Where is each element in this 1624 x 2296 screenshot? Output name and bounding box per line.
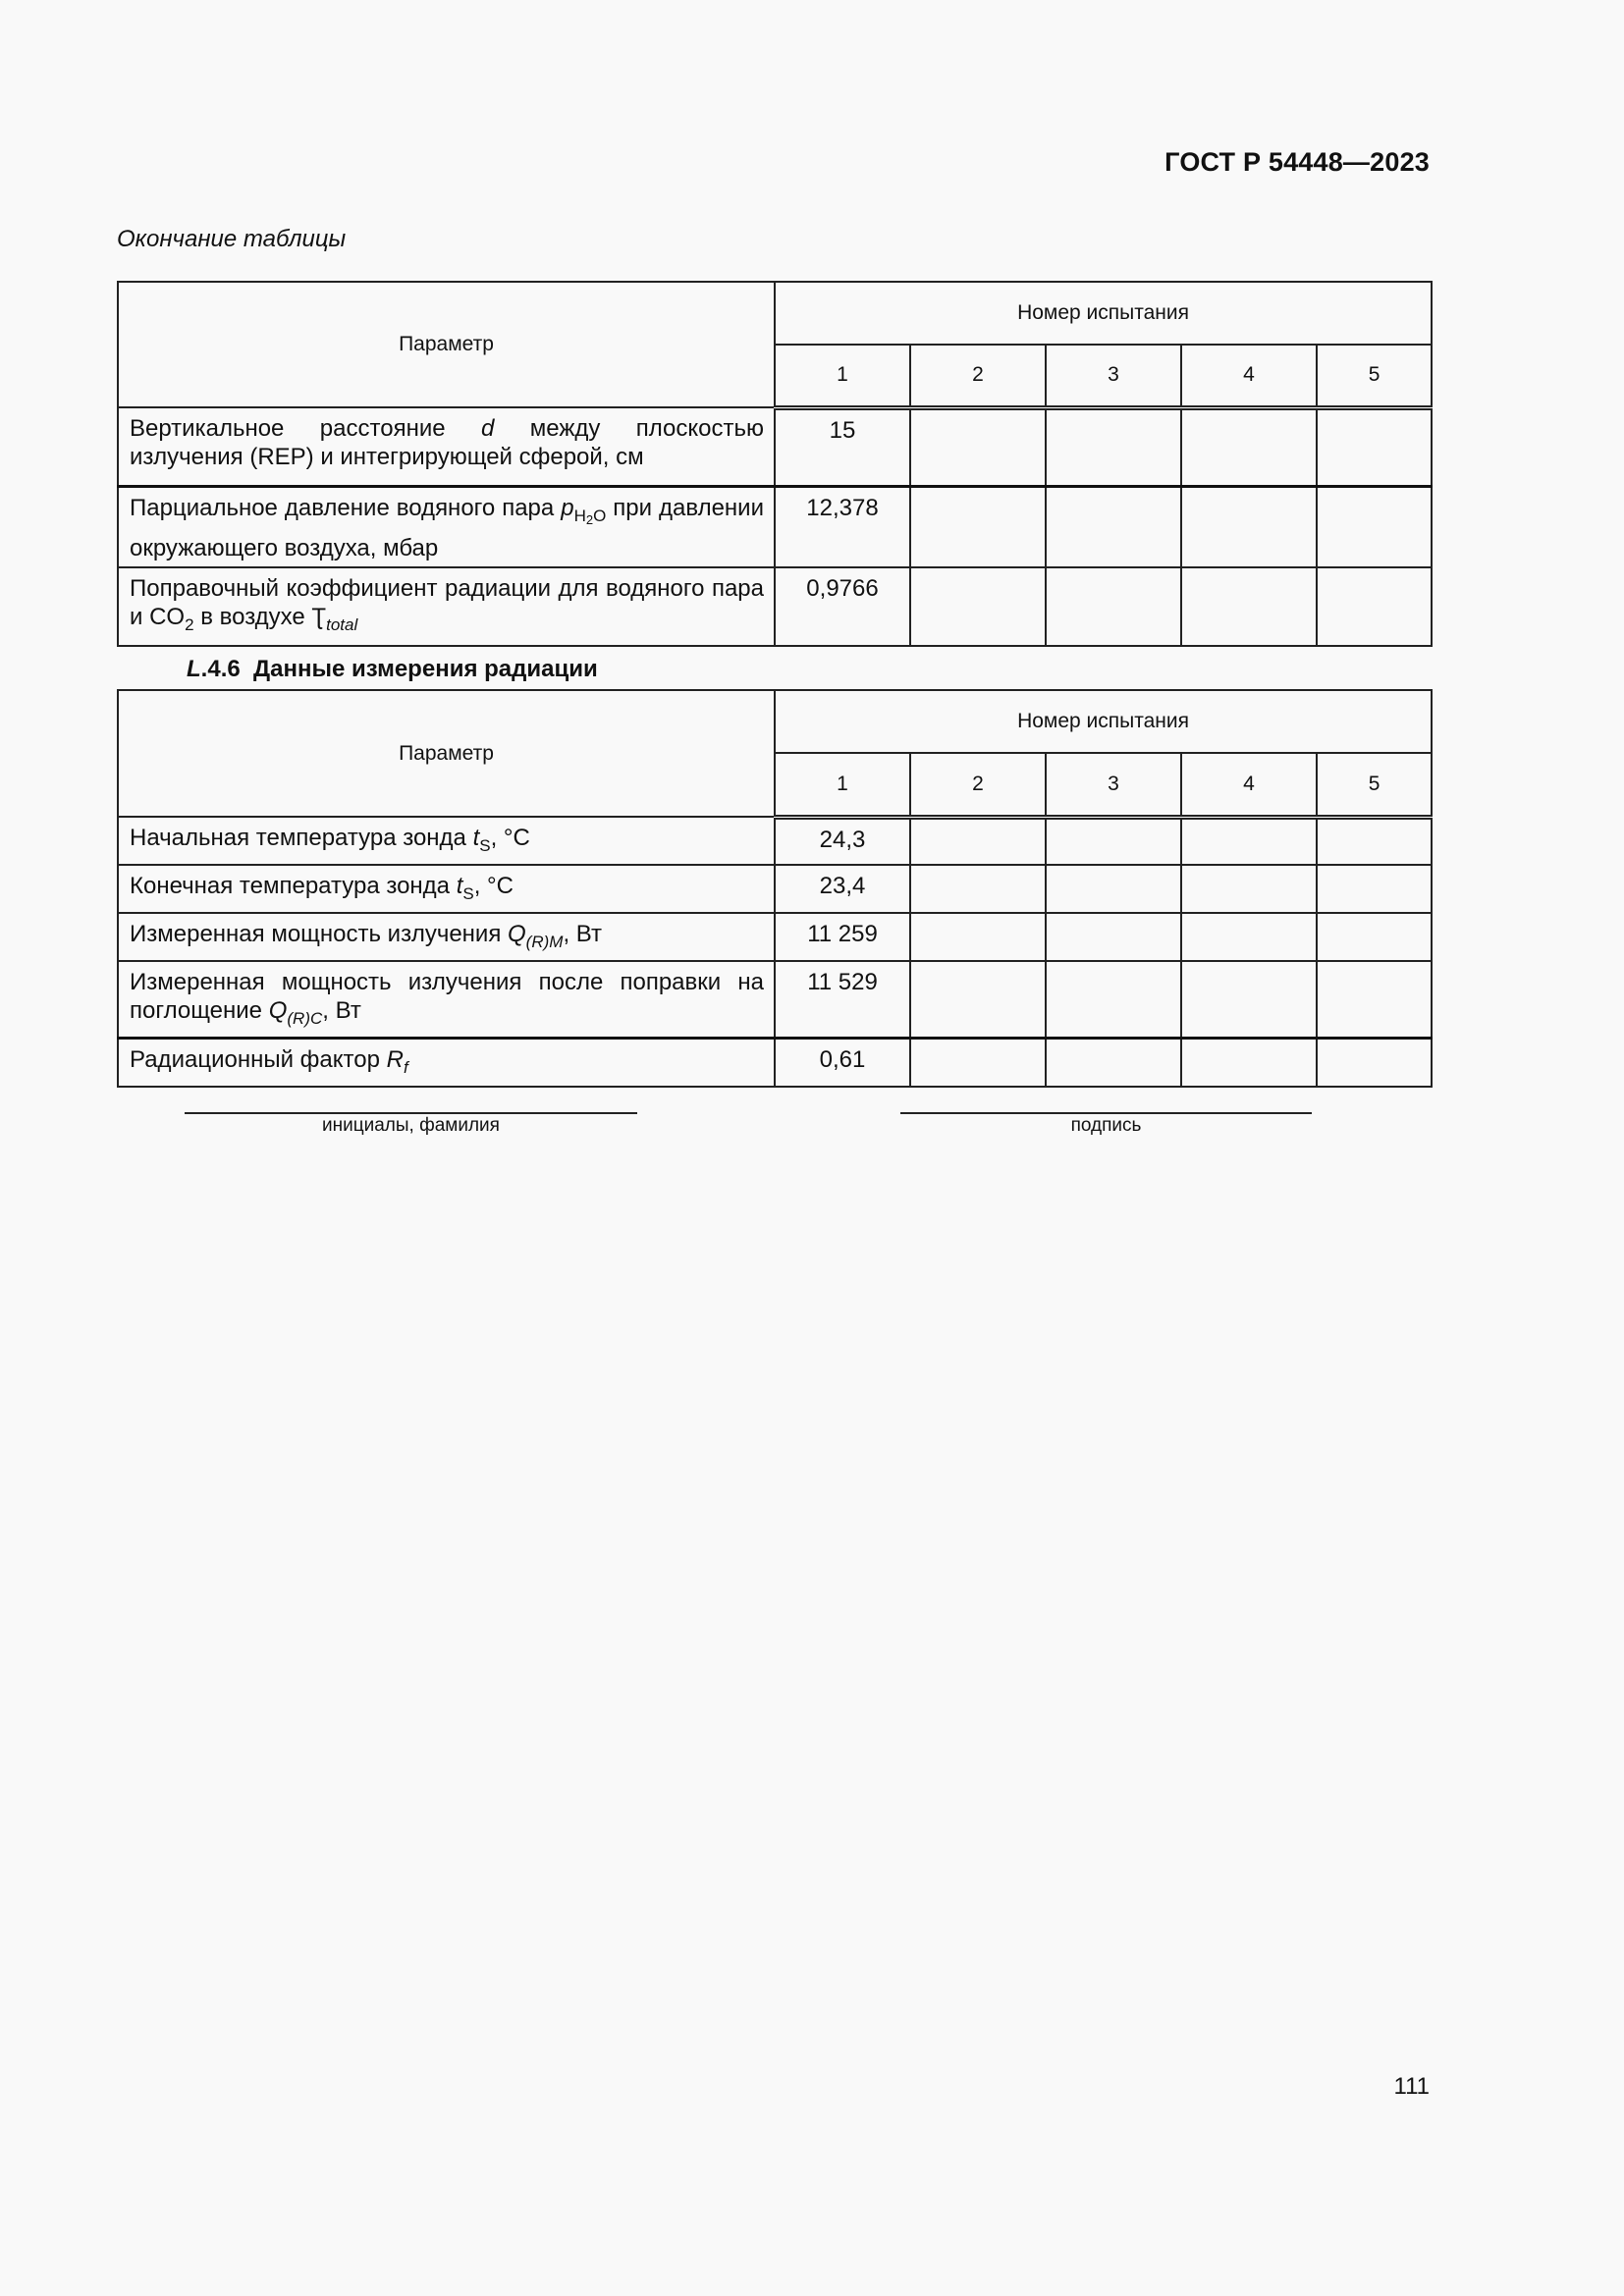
empty-cell [1181,1039,1317,1088]
value-cell: 11 529 [775,961,910,1039]
param-cell [118,913,775,961]
param-unit: , Вт [563,921,602,947]
value-cell: 24,3 [775,817,910,865]
radiation-data-table [117,689,1433,1088]
param-text: Поправочный коэффициент радиации для водяного пара и CO [130,574,764,630]
table-row [118,961,1432,1039]
param-header: Параметр [118,690,775,817]
section-number: .4.6 [200,656,241,682]
param-symbol: d [480,415,495,442]
empty-cell [1181,567,1317,646]
value-cell: 12,378 [775,486,910,567]
param-text: Измеренная мощность излучения [130,921,508,947]
table-row [118,567,1432,646]
param-subscript: (R)M [525,933,564,951]
empty-cell [1317,961,1432,1039]
param-cell [118,567,775,646]
table-continuation-label: Окончание таблицы [117,226,347,252]
param-subscript: H2O [573,506,607,527]
param-text: Начальная температура зонда [130,825,473,851]
empty-cell [1046,486,1181,567]
test-number-header: Номер испытания [775,282,1432,345]
column-number: 4 [1181,345,1317,407]
empty-cell [1046,567,1181,646]
param-symbol: Q [508,921,526,947]
param-symbol: Ʈ [311,603,327,630]
param-subscript: (R)C [287,1009,323,1028]
empty-cell [1317,407,1432,486]
empty-cell [1317,486,1432,567]
param-symbol: Q [268,997,288,1024]
column-number: 5 [1317,345,1432,407]
section-title: Данные измерения радиации [253,656,598,682]
standard-designation: ГОСТ Р 54448—2023 [1164,147,1430,177]
empty-cell [910,913,1046,961]
param-symbol: p [561,494,574,521]
empty-cell [910,1039,1046,1088]
empty-cell [910,486,1046,567]
param-symbol: R [386,1046,404,1073]
empty-cell [1317,1039,1432,1088]
param-text: Конечная температура зонда [130,873,457,899]
empty-cell [1046,913,1181,961]
calibration-table [117,281,1433,647]
name-signature-line[interactable] [185,1112,637,1114]
param-subscript: S [462,884,474,903]
empty-cell [910,865,1046,913]
column-number: 1 [775,753,910,817]
empty-cell [1181,865,1317,913]
column-number: 3 [1046,753,1181,817]
param-text: Радиационный фактор [130,1046,387,1073]
param-subscript: total [326,614,358,634]
param-symbol: t [472,825,480,851]
column-number: 1 [775,345,910,407]
param-text: в воздухе [193,603,312,630]
empty-cell [910,407,1046,486]
empty-cell [1046,961,1181,1039]
empty-cell [1317,913,1432,961]
param-text: Парциальное давление водяного пара [130,494,562,521]
name-signature-label: инициалы, фамилия [322,1115,500,1136]
param-cell [118,817,775,865]
column-number: 4 [1181,753,1317,817]
empty-cell [1317,865,1432,913]
param-text: Измеренная мощность излучения после поправки на поглощение [130,969,764,1024]
empty-cell [910,567,1046,646]
param-text: при давлении окружающего воздуха, мбар [130,494,764,561]
param-cell [118,407,775,486]
param-cell [118,865,775,913]
table-row [118,407,1432,486]
table-row [118,1039,1432,1088]
empty-cell [910,961,1046,1039]
param-cell [118,486,775,567]
section-heading [187,656,598,683]
empty-cell [1181,817,1317,865]
empty-cell [1046,817,1181,865]
signature-line[interactable] [900,1112,1312,1114]
value-cell: 0,9766 [775,567,910,646]
param-symbol: t [456,873,463,899]
column-number: 2 [910,345,1046,407]
param-cell [118,961,775,1039]
value-cell: 23,4 [775,865,910,913]
empty-cell [1046,407,1181,486]
empty-cell [1181,407,1317,486]
value-cell: 15 [775,407,910,486]
param-text: между плоскостью излучения (REP) и интегрирующей сферой, см [130,415,765,470]
empty-cell [1046,865,1181,913]
test-number-header: Номер испытания [775,690,1432,753]
section-number: L [187,656,201,682]
empty-cell [1317,817,1432,865]
param-header: Параметр [118,282,775,407]
param-subscript: 2 [185,614,194,634]
table-row [118,486,1432,567]
column-number: 3 [1046,345,1181,407]
table-row [118,865,1432,913]
empty-cell [910,817,1046,865]
table-row [118,817,1432,865]
column-number: 5 [1317,753,1432,817]
param-unit: , °C [473,873,514,899]
param-unit: , Вт [322,997,361,1024]
param-cell [118,1039,775,1088]
empty-cell [1046,1039,1181,1088]
empty-cell [1317,567,1432,646]
empty-cell [1181,961,1317,1039]
empty-cell [1181,486,1317,567]
column-number: 2 [910,753,1046,817]
signature-label: подпись [1070,1115,1142,1136]
page-number: 111 [1393,2073,1430,2100]
value-cell: 11 259 [775,913,910,961]
value-cell: 0,61 [775,1039,910,1088]
param-subscript: f [403,1058,408,1077]
param-unit: , °C [490,825,530,851]
param-text: Вертикальное расстояние [130,415,481,442]
empty-cell [1181,913,1317,961]
param-subscript: S [479,836,491,855]
table-row [118,913,1432,961]
